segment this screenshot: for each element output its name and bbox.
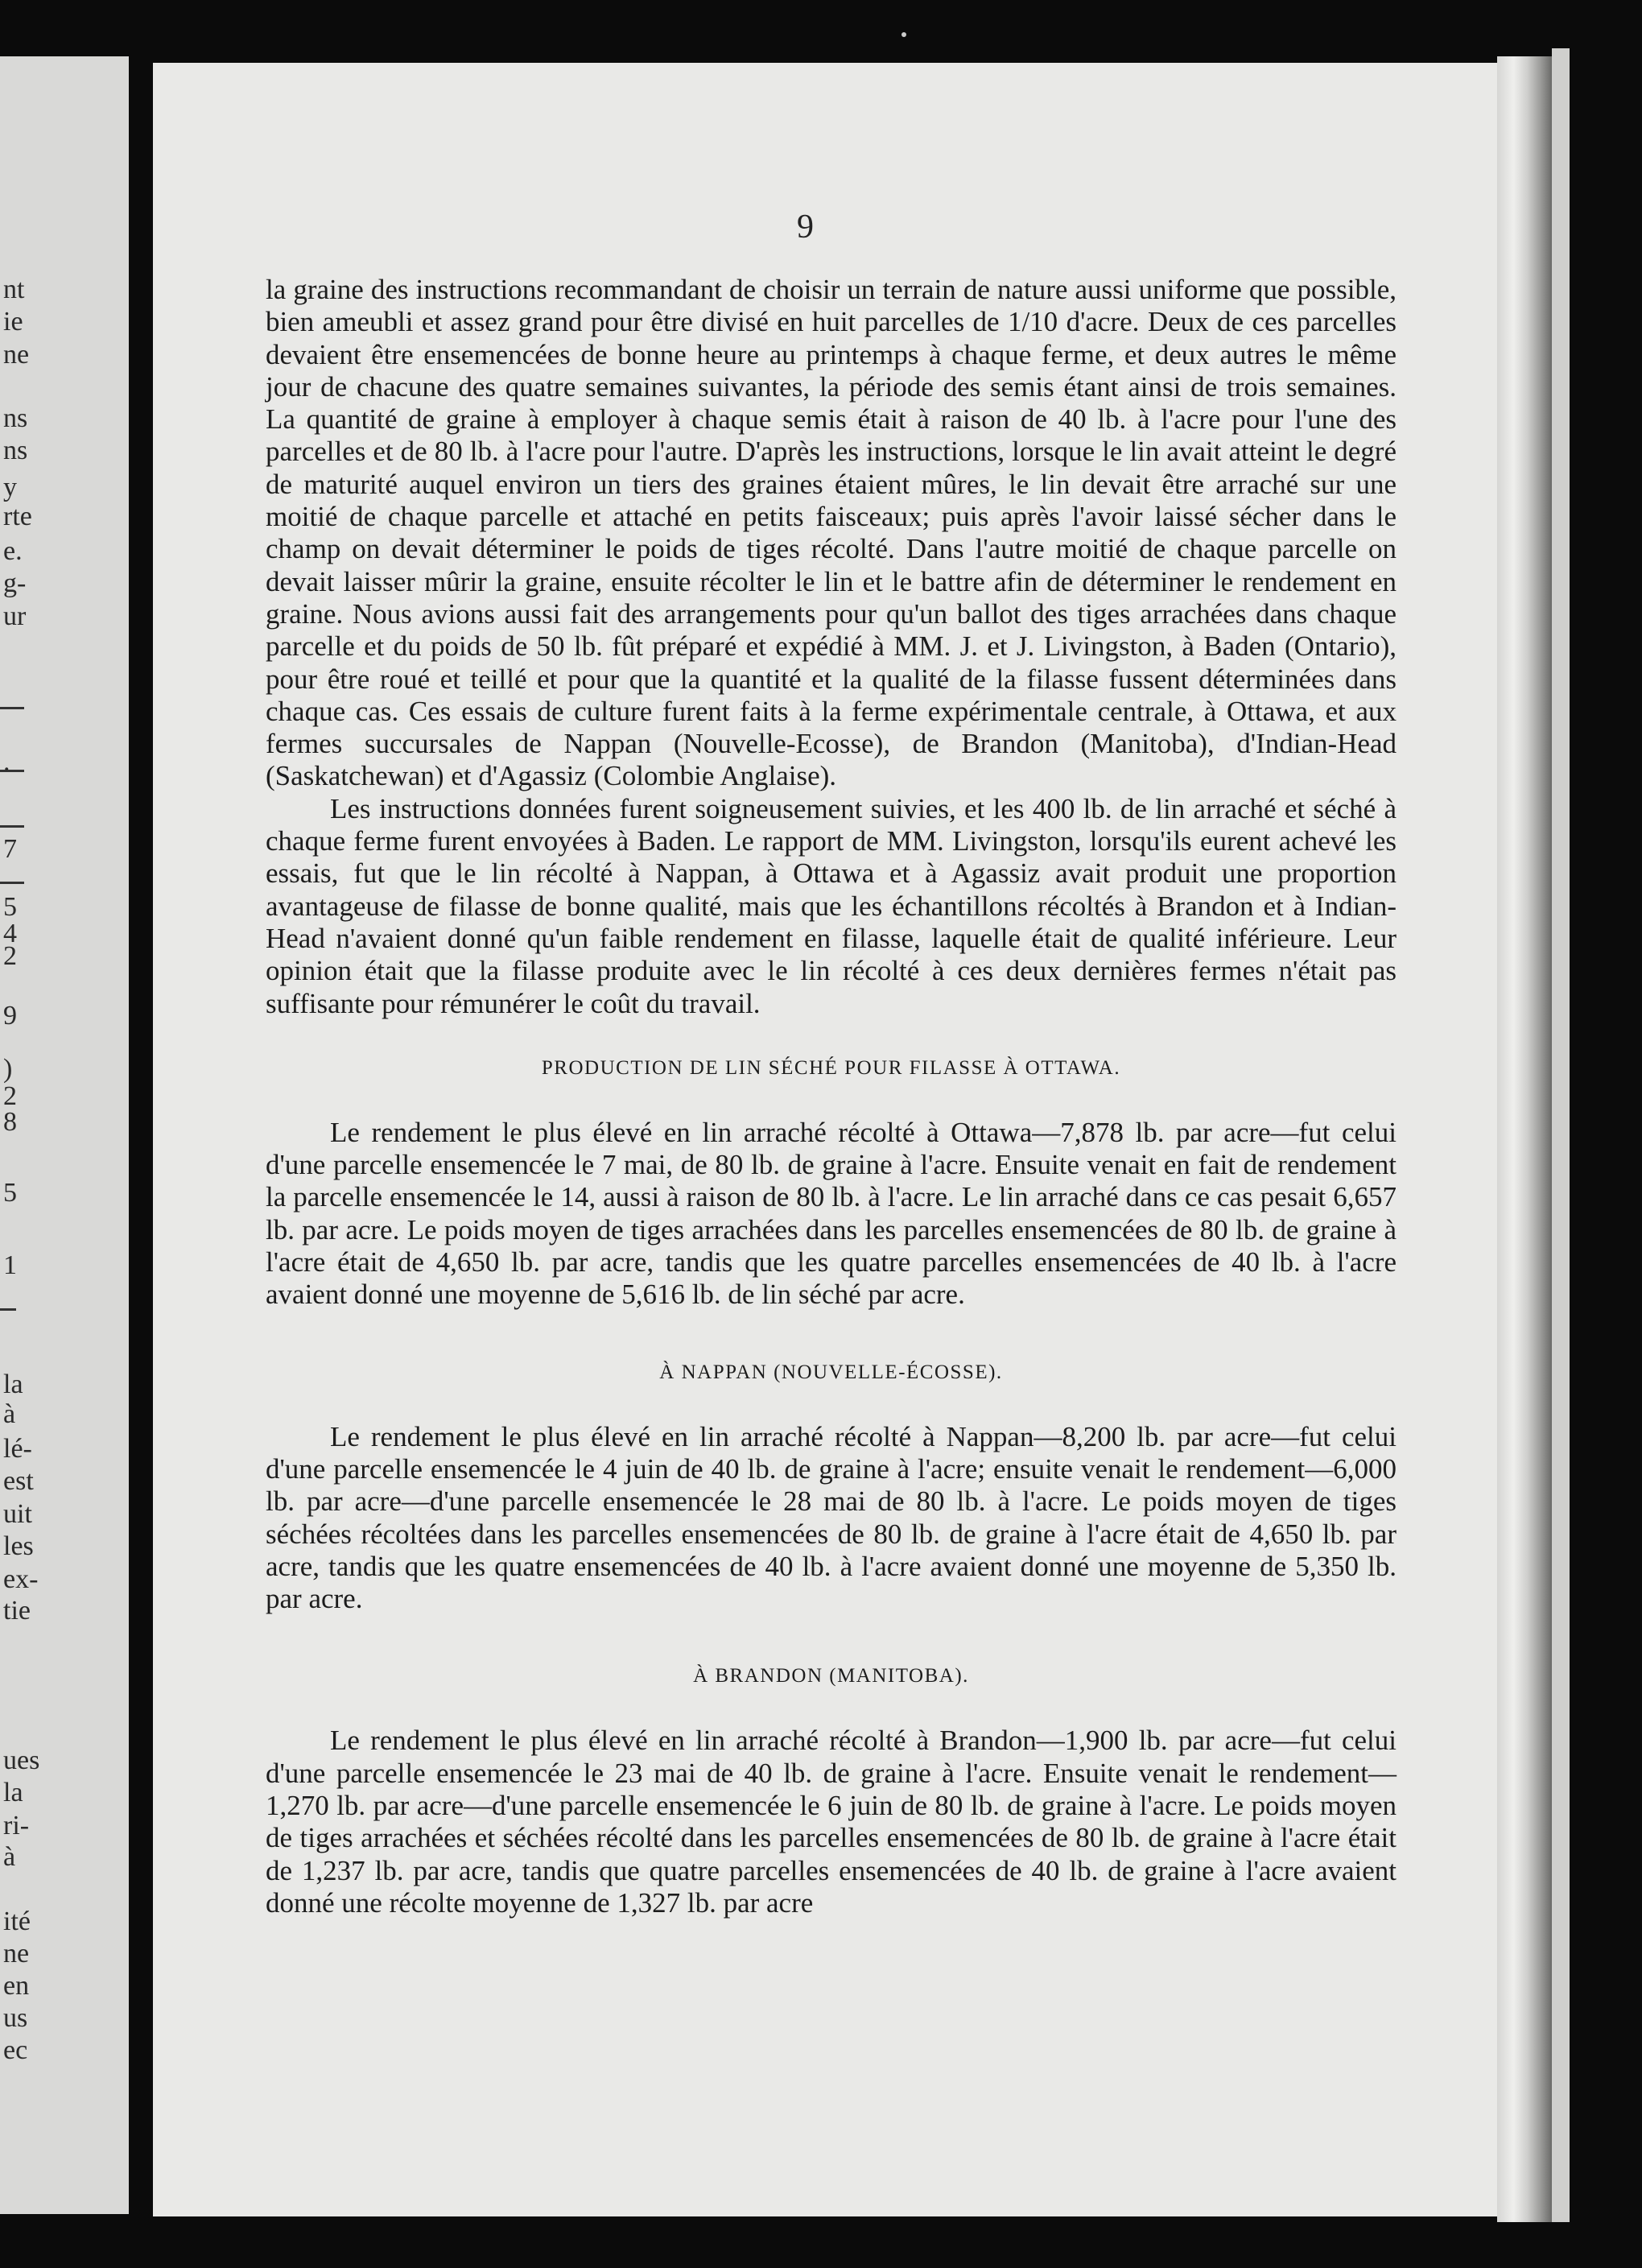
facing-page-fragment: ns (3, 403, 28, 433)
page-edge-shadow (1497, 56, 1552, 2222)
facing-page-fragment: ie (3, 307, 23, 337)
facing-page-fragment: . (3, 747, 10, 777)
paragraph-instructions: la graine des instructions recommandant de choisir un terrain de nature aussi uniforme que possible, bien ameubli et assez grand pour être divisé en huit parcelles de 1/10 d'acre. Deux de ces parcelles devaient être ensemencées de bonne heure au printemps à chaque ferme, et deux autres le même jour de chacune des quatre semaines suivantes, la période des semis étant ainsi de trois semaines. La quantité de graine à employer à chaque semis était à raison de 40 lb. à l'acre pour l'une des parcelles et de 80 lb. à l'acre pour l'autre. D'après les instructions, lorsque le lin avait atteint le degré de maturité auquel environ un tiers des graines étaient mûres, le lin devait être arraché sur une moitié de chaque parcelle et attaché en petits faisceaux; puis après l'avoir laissé sécher dans le champ on devait déterminer le poids de tiges récolté. Dans l'autre moitié de chaque parcelle on devait laisser mûrir la graine, ensuite récolter le lin et le battre afin de déterminer le rendement en graine. Nous avions aussi fait des arrangements pour qu'un ballot des tiges arrachées dans chaque parcelle et du poids de 50 lb. fût préparé et expédié à MM. J. et J. Livingston, à Baden (Ontario), pour être roué et teillé et pour que la quantité et la qualité de la filasse fussent déterminées dans chaque cas. Ces essais de culture furent faits à la ferme expérimentale centrale, à Ottawa, et aux fermes succursales de Nappan (Nouvelle-Ecosse), de Brandon (Manitoba), d'Indian-Head (Saskatchewan) et d'Agassiz (Colombie Anglaise). (266, 274, 1397, 792)
facing-page-fragment: lé- (3, 1434, 32, 1464)
facing-page-fragment: e. (3, 536, 23, 566)
facing-page-fragment: 2 (3, 1081, 17, 1111)
facing-page-fragment: ité (3, 1907, 31, 1936)
facing-page-fragment: 5 (3, 1178, 17, 1208)
facing-page-fragment: 5 (3, 892, 17, 922)
facing-page-fragment: la (3, 1778, 23, 1807)
facing-page-fragment: est (3, 1466, 34, 1496)
facing-page-fragment: nt (3, 275, 25, 304)
paragraph-ottawa: Le rendement le plus élevé en lin arraché récolté à Ottawa—7,878 lb. par acre—fut celui d'une parcelle ensemencée le 7 mai, de 80 lb. de graine à l'acre. Ensuite venait en fait de rendement la parcelle ensemencée le 14, aussi à raison de 80 lb. à l'acre. Le lin arraché dans ce cas pesait 6,657 lb. par acre. Le poids moyen de tiges arrachées dans les parcelles ensemencées de 80 lb. de graine à l'acre était de 4,650 lb. par acre, tandis que les quatre parcelles ensemencées de 40 lb. à l'acre avaient donné une moyenne de 5,616 lb. de lin séché par acre. (266, 1116, 1397, 1311)
facing-page-rule (0, 825, 24, 828)
facing-page-fragment: ne (3, 1939, 30, 1968)
facing-page-fragment: ) (3, 1054, 13, 1084)
section-heading-ottawa: PRODUCTION DE LIN SÉCHÉ POUR FILASSE À OTTAWA. (541, 1056, 1121, 1079)
facing-page-fragment: y (3, 473, 17, 502)
facing-page-rule (0, 1308, 16, 1311)
page-number: 9 (797, 209, 814, 246)
facing-page-fragment: ex- (3, 1564, 39, 1594)
body-text (266, 274, 1397, 1919)
section-heading-brandon: À BRANDON (MANITOBA). (693, 1665, 969, 1688)
section-heading-nappan: À NAPPAN (NOUVELLE-ÉCOSSE). (659, 1361, 1003, 1383)
facing-page-fragment: ur (3, 601, 27, 631)
facing-page-strip (0, 56, 129, 2214)
facing-page-fragment: en (3, 1971, 30, 2001)
facing-page-rule (0, 707, 24, 709)
facing-page-fragment: la (3, 1369, 23, 1399)
facing-page-fragment: 1 (3, 1250, 17, 1280)
facing-page-fragment: g- (3, 568, 27, 598)
facing-page-fragment: 4 (3, 919, 17, 948)
paragraph-brandon: Le rendement le plus élevé en lin arraché récolté à Brandon—1,900 lb. par acre—fut celui d'une parcelle ensemencée le 23 mai de 40 lb. de graine à l'acre. Ensuite venait le rendement—1,270 lb. par acre—d'une parcelle ensemencée le 6 juin de 80 lb. de graine à l'acre. Le poids moyen de tiges arrachées et séchées récolté dans les parcelles ensemencées de 80 lb. de graine à l'acre était de 1,237 lb. par acre, tandis que quatre parcelles ensemencées de 40 lb. de graine à l'acre avaient donné une récolte moyenne de 1,327 lb. par acre (266, 1725, 1397, 1919)
facing-page-fragment: ues (3, 1745, 40, 1775)
scan-speck (901, 32, 906, 37)
facing-page-fragment: 7 (3, 834, 17, 864)
facing-page-fragment: 2 (3, 941, 17, 971)
facing-page-fragment: 8 (3, 1107, 17, 1137)
facing-page-fragment: rte (3, 502, 32, 531)
facing-page-fragment: tie (3, 1596, 31, 1626)
facing-page-fragment: les (3, 1531, 34, 1561)
paragraph-nappan: Le rendement le plus élevé en lin arraché récolté à Nappan—8,200 lb. par acre—fut celui d'une parcelle ensemencée le 4 juin de 40 lb. de graine à l'acre; ensuite venait le rendement—6,000 lb. par acre—d'une parcelle ensemencée le 28 mai de 80 lb. à l'acre. Le poids moyen de tiges séchées récoltées dans les parcelles ensemencées de 80 lb. de graine à l'acre était de 4,650 lb. par acre, tandis que les quatre ensemencées de 40 lb. à l'acre avaient donné une moyenne de 5,350 lb. par acre. (266, 1420, 1397, 1615)
facing-page-fragment: à (3, 1399, 16, 1429)
paragraph-results: Les instructions données furent soigneusement suivies, et les 400 lb. de lin arraché et séché à chaque ferme furent envoyées à Baden. Le rapport de MM. Livingston, lorsqu'ils eurent achevé les essais, fut que le lin récolté à Nappan, à Ottawa et à Agassiz avait produit une proportion avantageuse de filasse de bonne qualité, mais que les échantillons récoltés à Brandon et à Indian-Head n'avaient donné qu'un faible rendement en filasse, laquelle était de qualité inférieure. Leur opinion était que la filasse produite avec le lin récolté à ces deux dernières fermes n'était pas suffisante pour rémunérer le coût du travail. (266, 792, 1397, 1019)
facing-page-fragment: ns (3, 436, 28, 465)
facing-page-fragment: ri- (3, 1811, 30, 1840)
page-edge-binding (1552, 48, 1570, 2222)
facing-page-fragment: à (3, 1842, 16, 1872)
facing-page-fragment: us (3, 2003, 28, 2033)
facing-page-rule (0, 882, 24, 884)
facing-page-fragment: uit (3, 1499, 32, 1529)
facing-page-fragment: ec (3, 2035, 28, 2065)
facing-page-fragment: 9 (3, 1001, 17, 1031)
facing-page-fragment: ne (3, 340, 30, 370)
